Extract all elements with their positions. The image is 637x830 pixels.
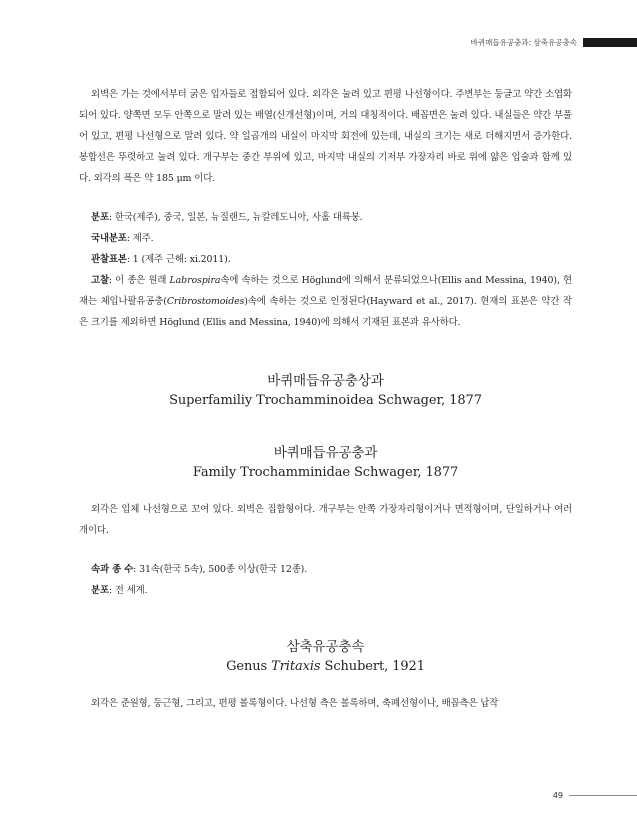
domestic-distribution-text: : 제주. [126, 233, 154, 244]
family-english-title: Family Trochamminidae Schwager, 1877 [192, 465, 459, 480]
genus-english-title [79, 657, 572, 677]
genus-species-count-line [79, 559, 572, 580]
specimen-text: : 1 (제주 근해: xi.2011). [126, 254, 231, 265]
genus-species-count-text: : 31속(한국 5속), 500종 이상(한국 12종). [133, 564, 308, 575]
family-heading [79, 443, 572, 483]
family-distribution-label: 분포 [91, 585, 109, 596]
family-distribution-line [79, 580, 572, 601]
specimen-line [79, 249, 572, 270]
superfamily-korean-title: 바퀴매듭유공충상과 [267, 373, 384, 389]
remarks-text-2: 속에 속하는 것으로 Höglund에 의해서 분류되었으나(Ellis and Messina, 1940), 현재는 체입나팔유공충( [79, 275, 572, 307]
page-content [79, 84, 572, 714]
genus-heading [79, 637, 572, 677]
distribution-label: 분포 [91, 212, 109, 223]
header-bar [583, 38, 637, 47]
domestic-distribution-label: 국내분포 [91, 233, 127, 244]
remarks-genus-cribrostomoides: Cribrostomoides [166, 296, 245, 307]
running-title: 바퀴매듭유공충과: 삼축유공충속 [470, 37, 577, 47]
intro-paragraph: 외벽은 가는 것에서부터 굵은 입자들로 접합되어 있다. 외각은 눌려 있고 편평 나선형이다. 주변부는 둥글고 약간 소엽화되어 있다. 양쪽면 모두 안쪽으로 말려 있는 배열(신개선형)이며, 거의 대칭적이다. 배꼽면은 눌려 있다. 내실들은 약간 부풀어 있고, 편평 나선형으로 말려 있다. 약 일곱개의 내실이 마지막 회전에 있는데, 내실의 크기는 새로 더해지면서 증가한다. 봉합선은 뚜렷하고 눌려 있다. 개구부는 중간 부위에 있고, 마지막 내실의 기저부 가장자리 바로 위에 얇은 입술과 함께 있다. 외각의 폭은 약 185 μm 이다. [79, 89, 572, 184]
remarks-genus-labrospira: Labrospira [169, 275, 221, 286]
family-distribution-text: : 전 세계. [108, 585, 148, 596]
specimen-label: 관찰표본 [91, 254, 127, 265]
genus-author: Schubert, 1921 [320, 659, 425, 674]
species-info [79, 207, 572, 333]
family-korean-title: 바퀴매듭유공충과 [273, 445, 378, 461]
family-info [79, 559, 572, 601]
genus-name: Tritaxis [271, 659, 321, 674]
superfamily-heading [79, 371, 572, 411]
remarks-text-3: )속에 속하는 것으로 인정된다(Hayward et al., 2017). 현재의 표본은 약간 작은 크기를 제외하면 Höglund (Ellis and Messina, 1940)에 의해서 기재된 표본과 유사하다. [79, 296, 572, 328]
genus-korean-title: 삼축유공충속 [286, 639, 365, 655]
page-number: 49 [552, 790, 563, 800]
footer-rule [569, 795, 637, 796]
genus-prefix: Genus [226, 659, 272, 674]
family-description: 외각은 입체 나선형으로 꼬여 있다. 외벽은 집합형이다. 개구부는 안쪽 가장자리형이거나 면적형이며, 단일하거나 여러 개이다. [79, 504, 572, 536]
genus-description: 외각은 준원형, 둥근형, 그리고, 편평 볼록형이다. 나선형 측은 볼록하며, 축폐선형이나, 배꼽측은 납작 [91, 698, 499, 709]
remarks-label: 고찰 [91, 275, 109, 286]
genus-species-count-label: 속과 종 수 [91, 564, 134, 575]
superfamily-english-title: Superfamiliy Trochamminoidea Schwager, 1877 [169, 393, 482, 408]
remarks-text-1: : 이 종은 원래 [108, 275, 170, 286]
running-header [471, 36, 637, 48]
domestic-distribution-line [79, 228, 572, 249]
distribution-line [79, 207, 572, 228]
remarks-paragraph [79, 270, 572, 333]
page-footer [553, 789, 637, 801]
distribution-text: : 한국(제주), 중국, 일본, 뉴질랜드, 뉴칼레도니아, 사홀 대륙붕. [108, 212, 363, 223]
